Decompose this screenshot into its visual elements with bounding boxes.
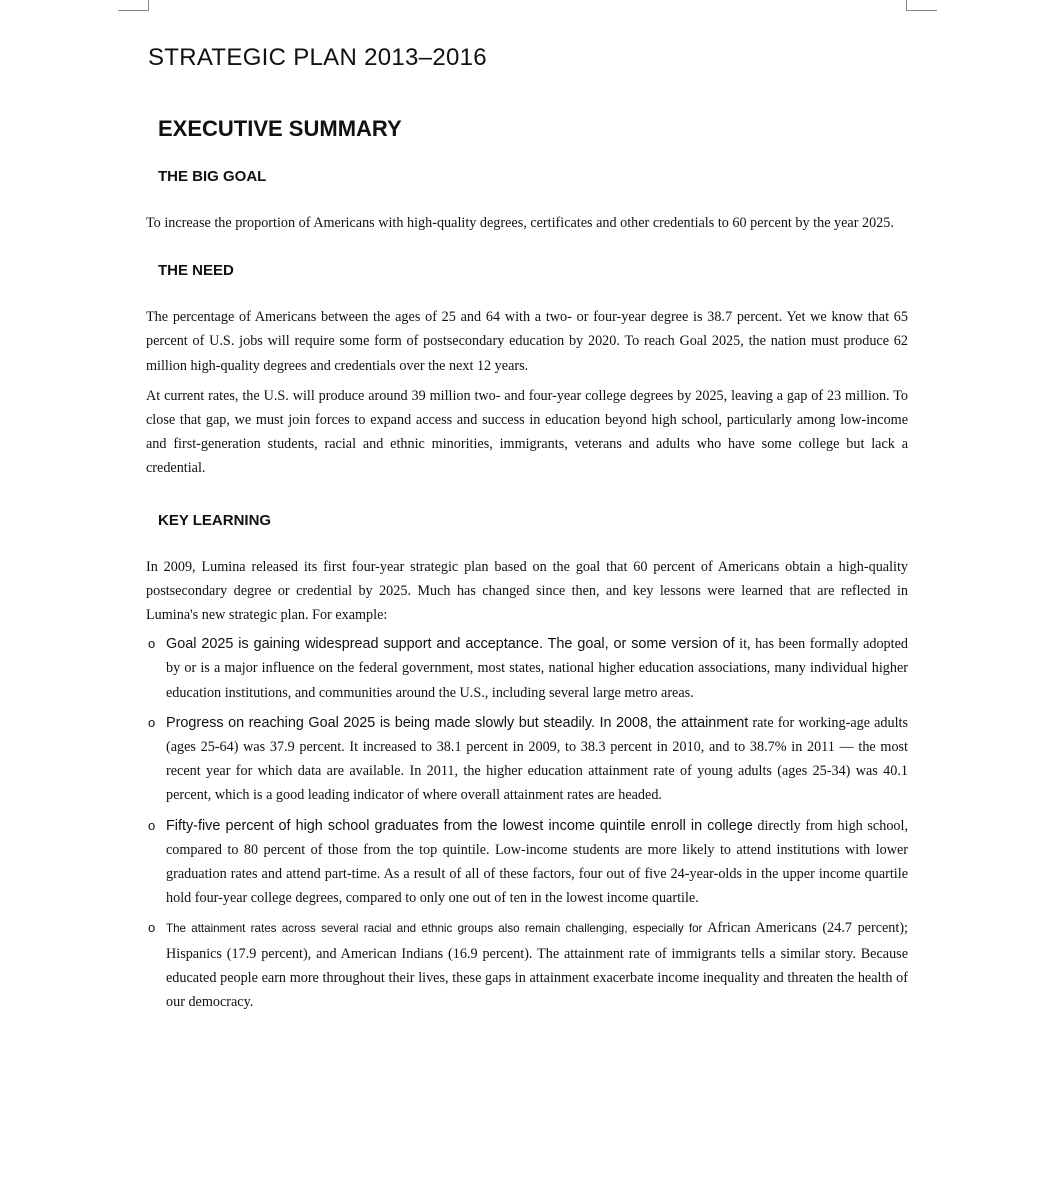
bullet-lead-text: Fifty-five percent of high school graduates from the lowest income quintile enroll in college: [166, 817, 753, 834]
bullet-text: [166, 814, 908, 911]
list-item: [146, 711, 908, 808]
key-learning-list: [146, 632, 908, 1014]
bullet-marker: o: [148, 714, 156, 730]
key-learning-heading: KEY LEARNING: [158, 511, 272, 529]
bullet-text: [166, 916, 908, 1014]
page-corner-mark-right: [906, 0, 937, 11]
bullet-marker: o: [148, 817, 156, 833]
list-item: [146, 632, 908, 705]
bullet-lead-text: Goal 2025 is gaining widespread support and acceptance. The goal, or some version of: [166, 636, 735, 653]
big-goal-paragraph: To increase the proportion of Americans with high-quality degrees, certificates and other credentials to 60 percent by the year 2025.: [146, 215, 894, 231]
bullet-lead-text: The attainment rates across several racial and ethnic groups also remain challenging, especially for: [166, 922, 703, 936]
bullet-marker: o: [148, 920, 156, 936]
big-goal-heading: THE BIG GOAL: [158, 168, 267, 185]
bullet-text: [166, 632, 908, 705]
list-item: [146, 814, 908, 911]
bullet-marker: o: [148, 636, 156, 652]
bullet-rest-text: directly from high school, compared to 80 percent of those from the top quintile. Low-income students are more likely to attend institutions with lower graduation rates and attend part-time. As a result of all of these factors, four out of five 24-year-olds in the upper income quartile hold four-year college degrees, compared to only one out of ten in the lowest income quartile.: [166, 817, 908, 907]
list-item: [146, 916, 908, 1014]
page-corner-mark-left: [118, 0, 149, 11]
bullet-rest-text: rate for working-age adults (ages 25-64) was 37.9 percent. It increased to 38.1 percent in 2009, to 38.3 percent in 2010, and to 38.7% in 2011 — the most recent year for which data are available. In 2011, the higher education attainment rate of young adults (ages 25-34) was 40.1 percent, which is a good leading indicator of where overall attainment rates are headed.: [166, 714, 908, 804]
bullet-rest-text: it, has been formally adopted by or is a major influence on the federal government, most states, national higher education associations, many individual higher education institutions, and communities around the U.S., including several large metro areas.: [166, 636, 908, 701]
need-paragraph-1: The percentage of Americans between the ages of 25 and 64 with a two- or four-year degree is 38.7 percent. Yet we know that 65 percent of U.S. jobs will require some form of postsecondary education by 2020. To reach Goal 2025, the nation must produce 62 million high-quality degrees and credentials over the next 12 years.: [146, 309, 908, 374]
need-heading: THE NEED: [158, 262, 234, 280]
document-title: STRATEGIC PLAN 2013–2016: [148, 44, 487, 71]
document-page: [146, 40, 908, 1020]
executive-summary-heading: EXECUTIVE SUMMARY: [158, 116, 402, 141]
bullet-text: [166, 711, 908, 808]
key-learning-intro: In 2009, Lumina released its first four-year strategic plan based on the goal that 60 percent of Americans obtain a high-quality postsecondary degree or credential by 2025. Much has changed since then, and key lessons were learned that are reflected in Lumina's new strategic plan. For example:: [146, 558, 908, 624]
need-paragraph-2: At current rates, the U.S. will produce around 39 million two- and four-year college degrees by 2025, leaving a gap of 23 million. To close that gap, we must join forces to expand access and success in education beyond high school, particularly among low-income and first-generation students, racial and ethnic minorities, immigrants, veterans and adults who have some college but lack a credential.: [146, 387, 908, 477]
bullet-rest-text: African Americans (24.7 percent); Hispanics (17.9 percent), and American Indians (16.9 percent). The attainment rate of immigrants tells a similar story. Because educated people earn more throughout their lives, these gaps in attainment exacerbate income inequality and threaten the health of our democracy.: [166, 920, 908, 1011]
bullet-lead-text: Progress on reaching Goal 2025 is being made slowly but steadily. In 2008, the attainment: [166, 714, 749, 731]
